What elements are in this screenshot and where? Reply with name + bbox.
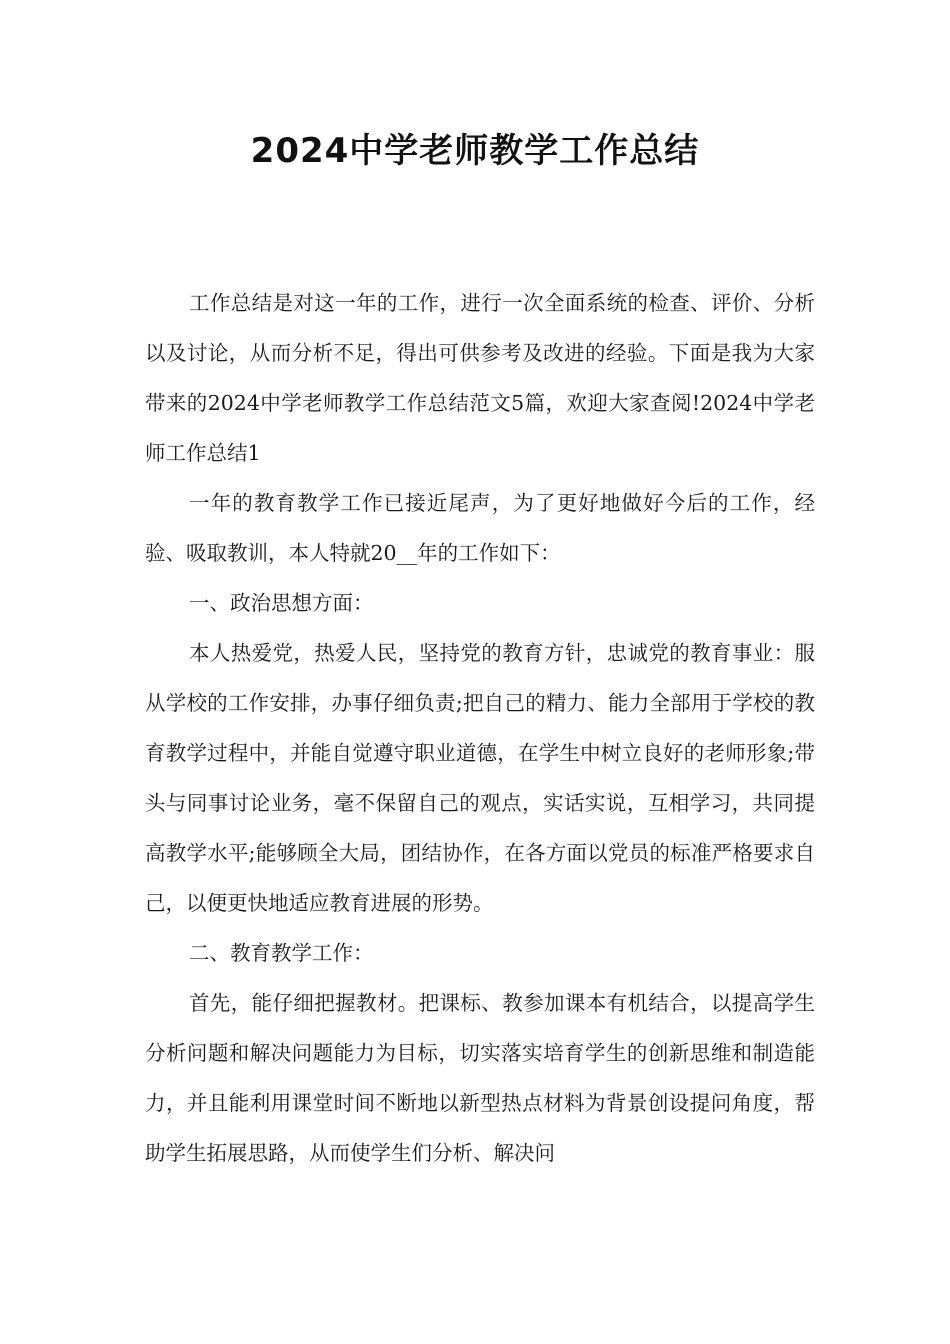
section-heading-politics: 一、政治思想方面： <box>189 591 374 615</box>
paragraph-politics: 本人热爱党，热爱人民，坚持党的教育方针，忠诚党的教育事业：服从学校的工作安排，办事仔细负责;把自己的精力、能力全部用于学校的教育教学过程中，并能自觉遵守职业道德，在学生中树立良好的老师形象;带头与同事讨论业务，毫不保留自己的观点，实话实说，互相学习，共同提高教学水平;能够顾全大局，团结协作，在各方面以党员的标准严格要求自己，以便更快地适应教育进展的形势。 <box>145 641 815 915</box>
document-body <box>145 278 815 1178</box>
section-heading-teaching: 二、教育教学工作： <box>189 941 374 965</box>
document-title: 2024中学老师教学工作总结 <box>250 131 700 171</box>
paragraph-overview: 一年的教育教学工作已接近尾声，为了更好地做好今后的工作，经验、吸取教训，本人特就20__年的工作如下： <box>145 491 815 565</box>
paragraph-intro: 工作总结是对这一年的工作，进行一次全面系统的检查、评价、分析以及讨论，从而分析不足，得出可供参考及改进的经验。下面是我为大家带来的2024中学老师教学工作总结范文5篇，欢迎大家查阅!2024中学老师工作总结1 <box>145 291 815 465</box>
paragraph-teaching: 首先，能仔细把握教材。把课标、教参加课本有机结合，以提高学生分析问题和解决问题能力为目标，切实落实培育学生的创新思维和制造能力，并且能利用课堂时间不断地以新型热点材料为背景创设提问角度，帮助学生拓展思路，从而使学生们分析、解决问 <box>145 991 815 1165</box>
